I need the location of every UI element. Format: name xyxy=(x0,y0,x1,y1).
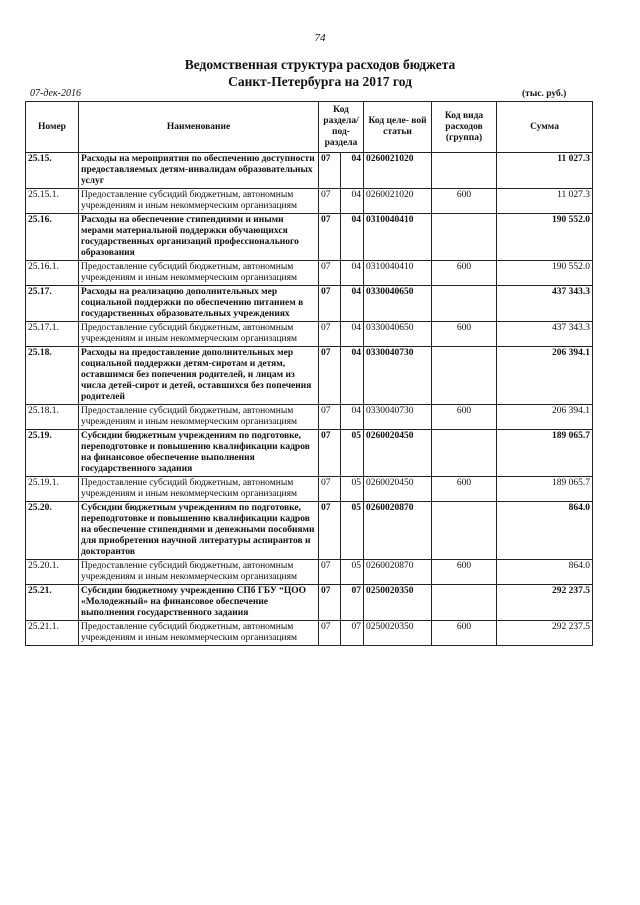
row-number: 25.16.1. xyxy=(26,261,79,286)
table-row xyxy=(26,189,593,214)
section-code: 07 xyxy=(319,621,341,646)
row-name: Предоставление субсидий бюджетным, автономным учреждениям и иным некоммерческим организациям xyxy=(79,405,319,430)
row-number: 25.19. xyxy=(26,430,79,477)
section-code: 07 xyxy=(319,430,341,477)
expense-group: 600 xyxy=(432,560,497,585)
row-number: 25.19.1. xyxy=(26,477,79,502)
row-number: 25.18. xyxy=(26,347,79,405)
section-code: 07 xyxy=(319,560,341,585)
row-name: Субсидии бюджетному учреждению СПб ГБУ “ЦОО «Молодежный» на финансовое обеспечение выполнения государственного задания xyxy=(79,585,319,621)
target-code: 0250020350 xyxy=(364,585,432,621)
row-sum: 11 027.3 xyxy=(497,189,593,214)
row-number: 25.17. xyxy=(26,286,79,322)
document-title xyxy=(0,56,640,90)
subsection-code: 04 xyxy=(341,286,364,322)
title-line-2: Санкт-Петербурга на 2017 год xyxy=(228,74,412,89)
table-row xyxy=(26,214,593,261)
row-number: 25.20. xyxy=(26,502,79,560)
row-number: 25.21. xyxy=(26,585,79,621)
table-row xyxy=(26,502,593,560)
subsection-code: 05 xyxy=(341,502,364,560)
subsection-code: 05 xyxy=(341,560,364,585)
row-name: Предоставление субсидий бюджетным, автономным учреждениям и иным некоммерческим организациям xyxy=(79,261,319,286)
subsection-code: 05 xyxy=(341,477,364,502)
table-row xyxy=(26,405,593,430)
section-code: 07 xyxy=(319,322,341,347)
header-expense-type: Код вида расходов (группа) xyxy=(432,102,497,153)
header-name: Наименование xyxy=(79,102,319,153)
row-name: Расходы на мероприятия по обеспечению доступности предоставляемых детям-инвалидам образовательных услуг xyxy=(79,153,319,189)
row-number: 25.17.1. xyxy=(26,322,79,347)
section-code: 07 xyxy=(319,286,341,322)
section-code: 07 xyxy=(319,477,341,502)
document-date: 07-дек-2016 xyxy=(30,88,81,99)
row-number: 25.15. xyxy=(26,153,79,189)
page-number: 74 xyxy=(314,32,326,44)
expense-group: 600 xyxy=(432,322,497,347)
row-sum: 292 237.5 xyxy=(497,621,593,646)
row-sum: 189 065.7 xyxy=(497,477,593,502)
section-code: 07 xyxy=(319,585,341,621)
row-number: 25.20.1. xyxy=(26,560,79,585)
table-row xyxy=(26,347,593,405)
row-name: Субсидии бюджетным учреждениям по подготовке, переподготовке и повышению квалификации кадров на обеспечение стипендиями и денежными пособиями для приобретения научной литературы аспирантов и докторантов xyxy=(79,502,319,560)
row-name: Расходы на обеспечение стипендиями и иными мерами материальной поддержки обучающихся государственных организаций профессионального образования xyxy=(79,214,319,261)
subsection-code: 07 xyxy=(341,585,364,621)
row-sum: 190 552.0 xyxy=(497,214,593,261)
subsection-code: 04 xyxy=(341,347,364,405)
target-code: 0330040730 xyxy=(364,347,432,405)
subsection-code: 04 xyxy=(341,261,364,286)
section-code: 07 xyxy=(319,153,341,189)
table-row xyxy=(26,261,593,286)
target-code: 0260020870 xyxy=(364,502,432,560)
table-row xyxy=(26,286,593,322)
expense-group: 600 xyxy=(432,261,497,286)
target-code: 0260021020 xyxy=(364,153,432,189)
table-row xyxy=(26,621,593,646)
expense-group xyxy=(432,502,497,560)
row-sum: 864.0 xyxy=(497,502,593,560)
section-code: 07 xyxy=(319,214,341,261)
expense-group xyxy=(432,430,497,477)
expense-group xyxy=(432,153,497,189)
row-name: Предоставление субсидий бюджетным, автономным учреждениям и иным некоммерческим организациям xyxy=(79,621,319,646)
expense-group: 600 xyxy=(432,477,497,502)
table-header-row xyxy=(26,102,593,153)
row-sum: 864.0 xyxy=(497,560,593,585)
row-name: Предоставление субсидий бюджетным, автономным учреждениям и иным некоммерческим организациям xyxy=(79,322,319,347)
section-code: 07 xyxy=(319,189,341,214)
row-name: Субсидии бюджетным учреждениям по подготовке, переподготовке и повышению квалификации кадров на финансовое обеспечение выполнения государственного задания xyxy=(79,430,319,477)
table-row xyxy=(26,560,593,585)
target-code: 0310040410 xyxy=(364,261,432,286)
expense-group xyxy=(432,286,497,322)
table-row xyxy=(26,477,593,502)
section-code: 07 xyxy=(319,405,341,430)
target-code: 0330040650 xyxy=(364,286,432,322)
row-number: 25.16. xyxy=(26,214,79,261)
row-sum: 11 027.3 xyxy=(497,153,593,189)
target-code: 0330040730 xyxy=(364,405,432,430)
row-sum: 206 394.1 xyxy=(497,347,593,405)
row-sum: 437 343.3 xyxy=(497,322,593,347)
target-code: 0310040410 xyxy=(364,214,432,261)
expense-group: 600 xyxy=(432,405,497,430)
row-name: Предоставление субсидий бюджетным, автономным учреждениям и иным некоммерческим организациям xyxy=(79,560,319,585)
row-number: 25.15.1. xyxy=(26,189,79,214)
section-code: 07 xyxy=(319,502,341,560)
row-name: Расходы на реализацию дополнительных мер социальной поддержки по обеспечению питанием в государственных образовательных учреждениях xyxy=(79,286,319,322)
row-sum: 292 237.5 xyxy=(497,585,593,621)
target-code: 0330040650 xyxy=(364,322,432,347)
title-line-1: Ведомственная структура расходов бюджета xyxy=(184,57,456,72)
table-row xyxy=(26,322,593,347)
row-number: 25.21.1. xyxy=(26,621,79,646)
row-sum: 206 394.1 xyxy=(497,405,593,430)
budget-table xyxy=(25,101,593,646)
header-sum: Сумма xyxy=(497,102,593,153)
header-number: Номер xyxy=(26,102,79,153)
row-sum: 190 552.0 xyxy=(497,261,593,286)
section-code: 07 xyxy=(319,347,341,405)
units-label: (тыс. руб.) xyxy=(522,89,567,99)
section-code: 07 xyxy=(319,261,341,286)
target-code: 0260020450 xyxy=(364,477,432,502)
header-section-code: Код раздела/ под- раздела xyxy=(319,102,364,153)
row-name: Предоставление субсидий бюджетным, автономным учреждениям и иным некоммерческим организациям xyxy=(79,189,319,214)
subsection-code: 04 xyxy=(341,405,364,430)
expense-group: 600 xyxy=(432,621,497,646)
table-row xyxy=(26,153,593,189)
subsection-code: 05 xyxy=(341,430,364,477)
row-name: Предоставление субсидий бюджетным, автономным учреждениям и иным некоммерческим организациям xyxy=(79,477,319,502)
subsection-code: 04 xyxy=(341,322,364,347)
subsection-code: 04 xyxy=(341,153,364,189)
expense-group xyxy=(432,585,497,621)
target-code: 0250020350 xyxy=(364,621,432,646)
header-target-code: Код целе- вой статьи xyxy=(364,102,432,153)
expense-group: 600 xyxy=(432,189,497,214)
target-code: 0260020870 xyxy=(364,560,432,585)
row-name: Расходы на предоставление дополнительных мер социальной поддержки детям-сиротам и детям, оставшимся без попечения родителей, и лицам из числа детей-сирот и детей, оставшихся без попечения родителей xyxy=(79,347,319,405)
subsection-code: 07 xyxy=(341,621,364,646)
subsection-code: 04 xyxy=(341,189,364,214)
row-sum: 437 343.3 xyxy=(497,286,593,322)
target-code: 0260020450 xyxy=(364,430,432,477)
expense-group xyxy=(432,347,497,405)
table-row xyxy=(26,585,593,621)
table-row xyxy=(26,430,593,477)
row-number: 25.18.1. xyxy=(26,405,79,430)
expense-group xyxy=(432,214,497,261)
subsection-code: 04 xyxy=(341,214,364,261)
row-sum: 189 065.7 xyxy=(497,430,593,477)
target-code: 0260021020 xyxy=(364,189,432,214)
